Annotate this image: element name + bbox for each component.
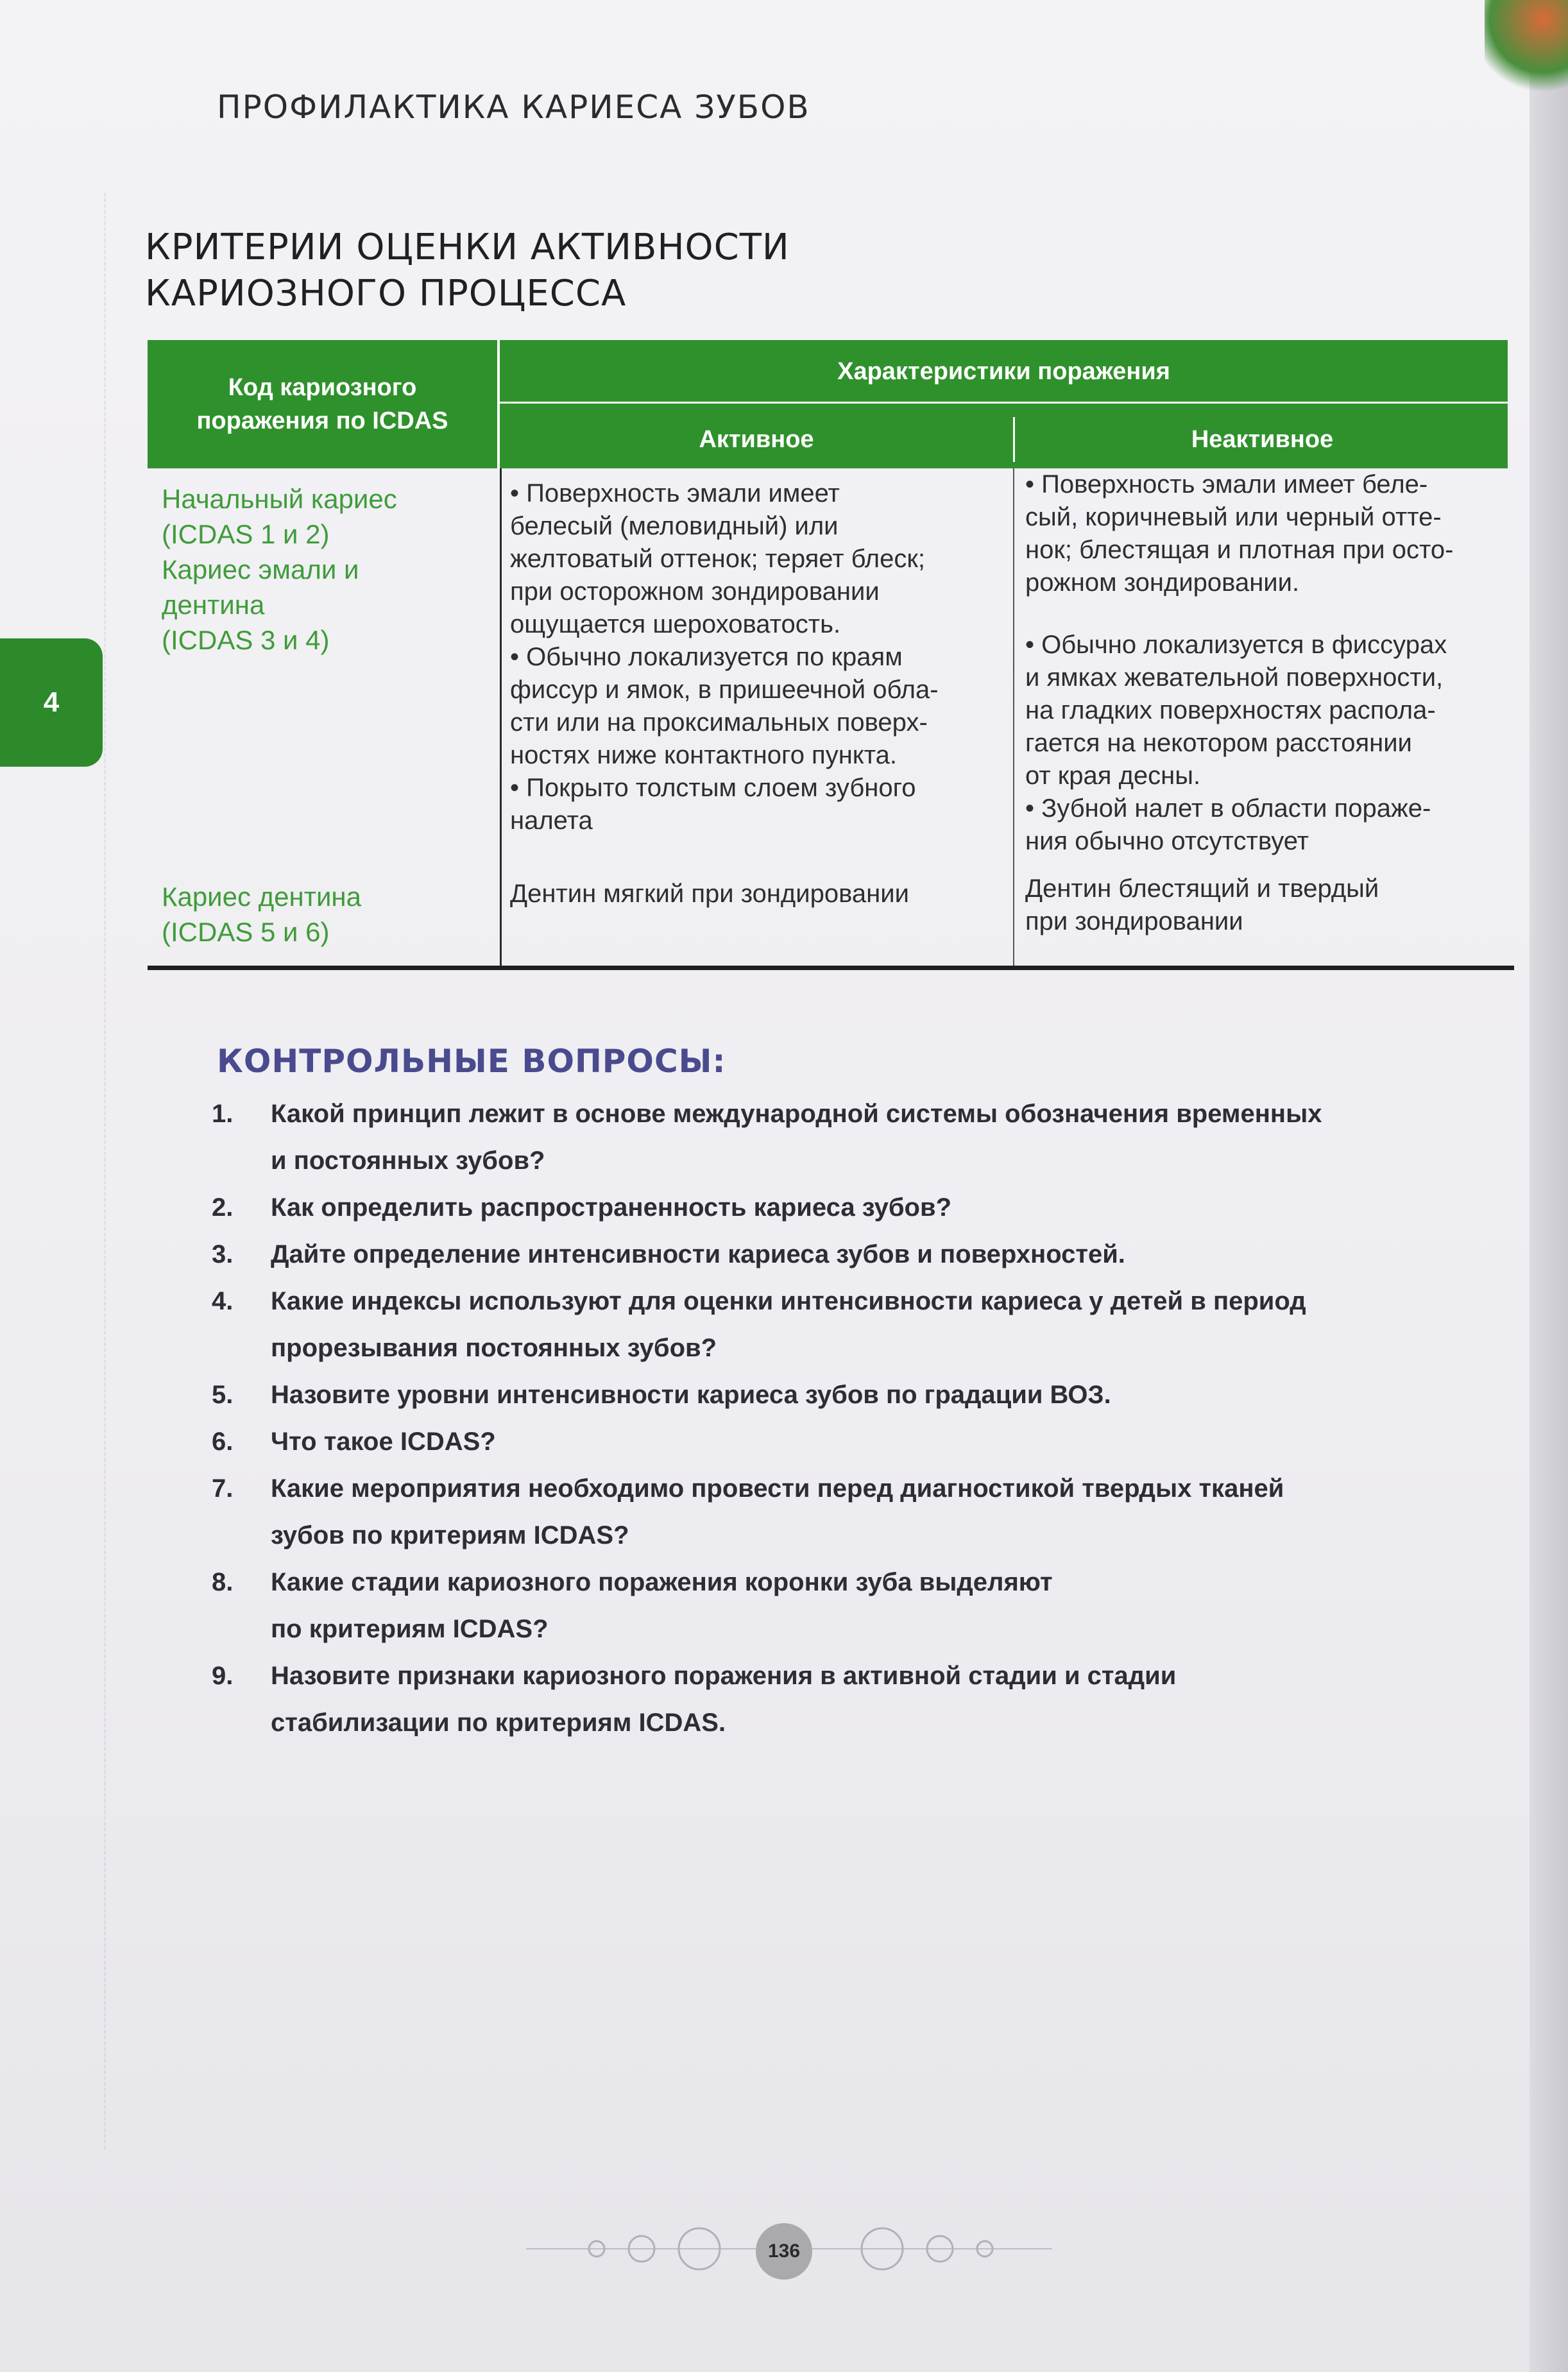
question-line: Какие стадии кариозного поражения коронки зуба выделяют <box>271 1568 1053 1596</box>
question-number: 3. <box>212 1240 234 1268</box>
column-divider <box>1013 468 1014 966</box>
column-divider <box>500 468 502 966</box>
question-line: Назовите уровни интенсивности кариеса зубов по градации ВОЗ. <box>271 1381 1111 1409</box>
section-title-line: КАРИОЗНОГО ПРОЦЕССА <box>145 273 627 314</box>
row-1-code <box>162 481 482 658</box>
text-line: Дентин мягкий при зондировании <box>510 880 909 908</box>
question-line: Дайте определение интенсивности кариеса зубов и поверхностей. <box>271 1240 1125 1268</box>
header-active: Активное <box>699 426 814 453</box>
text-line: при зондировании <box>1025 907 1243 935</box>
text-line: белесый (меловидный) или <box>510 512 839 540</box>
question-number: 2. <box>212 1193 234 1222</box>
question-line: и постоянных зубов? <box>271 1147 545 1175</box>
code-line: (ICDAS 1 и 2) <box>162 519 330 549</box>
corner-illustration <box>1485 0 1568 96</box>
question-line: Какой принцип лежит в основе международной системы обозначения временных <box>271 1100 1322 1128</box>
text-line: налета <box>510 806 593 835</box>
text-line: желтоватый оттенок; теряет блеск; <box>510 545 925 573</box>
header-inactive: Неактивное <box>1013 417 1510 462</box>
header-characteristics: Характеристики поражения <box>837 358 1170 385</box>
question-number: 8. <box>212 1568 234 1596</box>
row-1-inactive <box>1025 468 1500 858</box>
code-line: Начальный кариес <box>162 484 397 514</box>
question-line: Какие индексы используют для оценки интенсивности кариеса у детей в период <box>271 1287 1306 1315</box>
text-line: • Зубной налет в области пораже- <box>1025 794 1431 823</box>
code-line: Кариес дентина <box>162 882 361 912</box>
table-bottom-rule <box>148 966 1514 970</box>
question-number: 1. <box>212 1100 234 1128</box>
text-line: сти или на проксимальных поверх- <box>510 708 928 737</box>
page-number: 136 <box>756 2223 812 2280</box>
text-line: ния обычно отсутствует <box>1025 827 1309 855</box>
row-1-active <box>510 477 1010 837</box>
question-line: Что такое ICDAS? <box>271 1428 496 1456</box>
question-number: 4. <box>212 1287 234 1315</box>
table-body <box>148 468 1508 966</box>
section-title-line: КРИТЕРИИ ОЦЕНКИ АКТИВНОСТИ <box>145 226 790 268</box>
code-line: (ICDAS 3 и 4) <box>162 625 330 655</box>
row-2-active <box>510 878 1010 910</box>
chapter-number: 4 <box>43 687 60 718</box>
text-line: • Поверхность эмали имеет <box>510 479 840 508</box>
text-line: и ямках жевательной поверхности, <box>1025 663 1444 692</box>
text-line: нок; блестящая и плотная при осто- <box>1025 536 1454 564</box>
question-line: Какие мероприятия необходимо провести перед диагностикой твердых тканей <box>271 1474 1284 1503</box>
code-line: дентина <box>162 590 265 620</box>
chapter-tab <box>0 638 103 767</box>
header-code-line: поражения по ICDAS <box>196 407 448 434</box>
section-title <box>145 225 1107 317</box>
question-number: 6. <box>212 1428 234 1456</box>
question-line: по критериям ICDAS? <box>271 1615 549 1643</box>
question-number: 7. <box>212 1474 234 1503</box>
text-line: • Обычно локализуется в фиссурах <box>1025 631 1447 659</box>
question-number: 5. <box>212 1381 234 1409</box>
question-line: зубов по критериям ICDAS? <box>271 1521 629 1549</box>
text-line: • Поверхность эмали имеет беле- <box>1025 470 1428 499</box>
header-code-line: Код кариозного <box>228 374 417 401</box>
text-line: сый, коричневый или черный отте- <box>1025 503 1442 531</box>
text-line: Дентин блестящий и твердый <box>1025 875 1379 903</box>
text-line: фиссур и ямок, в пришеечной обла- <box>510 676 939 704</box>
header-code <box>148 340 500 468</box>
text-line: гается на некотором расстоянии <box>1025 729 1412 757</box>
text-line: на гладких поверхностях распола- <box>1025 696 1436 724</box>
question-line: Назовите признаки кариозного поражения в активной стадии и стадии <box>271 1662 1177 1690</box>
question-line: прорезывания постоянных зубов? <box>271 1334 717 1362</box>
question-number: 9. <box>212 1662 234 1690</box>
running-head: ПРОФИЛАКТИКА КАРИЕСА ЗУБОВ <box>217 89 810 126</box>
questions-heading: КОНТРОЛЬНЫЕ ВОПРОСЫ: <box>217 1043 726 1080</box>
question-line: Как определить распространенность кариеса зубов? <box>271 1193 951 1222</box>
text-line: • Обычно локализуется по краям <box>510 643 903 671</box>
margin-guide <box>8 192 106 2149</box>
text-line: ностях ниже контактного пункта. <box>510 741 897 769</box>
row-2-inactive <box>1025 873 1500 938</box>
text-line: ощущается шероховатость. <box>510 610 841 638</box>
page-edge <box>1530 0 1568 2372</box>
text-line: рожном зондировании. <box>1025 568 1300 597</box>
question-line: стабилизации по критериям ICDAS. <box>271 1709 726 1737</box>
text-line: от края десны. <box>1025 762 1201 790</box>
row-2-code <box>162 879 482 950</box>
table-header <box>148 340 1508 468</box>
code-line: Кариес эмали и <box>162 554 359 584</box>
code-line: (ICDAS 5 и 6) <box>162 917 330 947</box>
text-line: • Покрыто толстым слоем зубного <box>510 774 916 802</box>
spacer <box>1025 599 1500 629</box>
text-line: при осторожном зондировании <box>510 577 880 606</box>
header-divider <box>500 402 1508 404</box>
